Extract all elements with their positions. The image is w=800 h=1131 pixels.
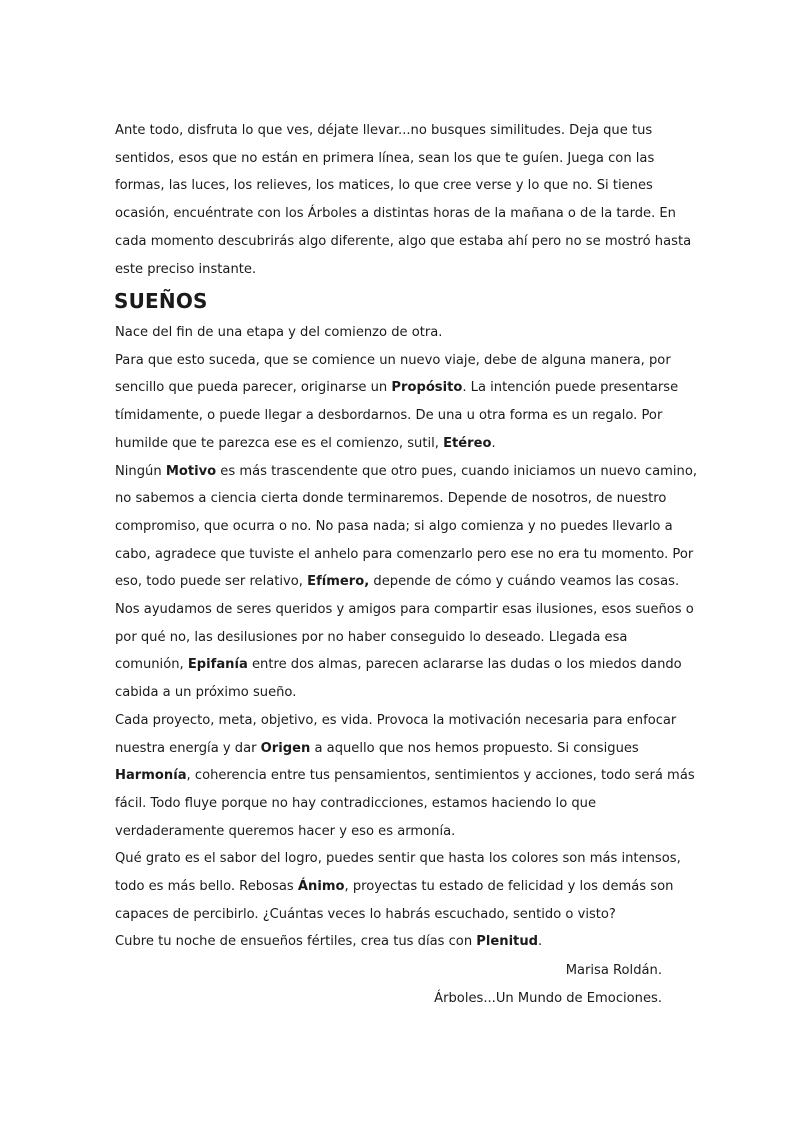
keyword-etereo: Etéreo [443,435,492,451]
section-body [115,319,700,956]
paragraph-7-text-a: Cubre tu noche de ensueños fértiles, crea tus días con [115,934,477,950]
keyword-animo: Ánimo [297,879,345,895]
signature-author: Marisa Roldán. [565,963,662,978]
paragraph-7 [115,928,700,956]
paragraph-7-text-c: . [538,934,543,950]
paragraph-5-text-d: , coherencia entre tus pensamientos, sentimientos y acciones, todo será más fácil. Todo fluye porque no hay contradicciones, estamos haciendo lo que verdaderamente queremos hacer y eso es armonía. [115,768,695,839]
keyword-epifania: Epifanía [187,657,248,673]
paragraph-4-text-c: entre dos almas, parecen aclararse las dudas o los miedos dando cabida a un próximo sueño. [115,657,682,701]
keyword-efimero: Efímero, [307,574,370,590]
paragraph-3 [115,458,700,597]
paragraph-2-text-d: . [491,435,496,451]
paragraph-5 [115,707,700,846]
paragraph-5-text-a: Cada proyecto, meta, objetivo, es vida. Provoca la motivación necesaria para enfocar nuestra energía y dar [115,712,677,756]
paragraph-3-text-c: es más trascendente que otro pues, cuando iniciamos un nuevo camino, no sabemos a ciencia cierta donde terminaremos. Depende de nosotros, de nuestro compromiso, que ocurra o no. No pasa nada; si algo comienza y no puedes llevarlo a cabo, agradece que tuviste el anhelo para comenzarlo pero ese no era tu momento. Por eso, todo puede ser relativo, [115,463,697,590]
paragraph-2-text-c: . La intención puede presentarse tímidamente, o puede llegar a desbordarnos. De una u otra forma es un regalo. Por humilde que te parezca ese es el comienzo, sutil, [115,380,679,451]
keyword-harmonia: Harmonía [115,768,187,784]
paragraph-3-text-a: Ningún [115,463,166,479]
signature-work-title: Árboles...Un Mundo de Emociones. [434,991,662,1006]
paragraph-2-text-a: Para que esto suceda, que se comience un nuevo viaje, debe de alguna manera, por sencillo que pueda parecer, originarse un [115,352,671,396]
paragraph-2 [115,347,700,458]
intro-paragraph: Ante todo, disfruta lo que ves, déjate llevar...no busques similitudes. Deja que tus sentidos, esos que no están en primera línea, sean los que te guíen. Juega con las formas, las luces, los relieves, los matices, lo que cree verse y lo que no. Si tienes ocasión, encuéntrate con los Árboles a distintas horas de la mañana o de la tarde. En cada momento descubrirás algo diferente, algo que estaba ahí pero no se mostró hasta este preciso instante. [115,123,692,277]
paragraph-4 [115,596,700,707]
paragraph-1: Nace del fin de una etapa y del comienzo de otra. [115,325,443,340]
paragraph-6 [115,845,700,928]
keyword-motivo: Motivo [165,463,217,479]
keyword-origen: Origen [260,740,311,756]
keyword-plenitud: Plenitud [476,934,539,950]
section-heading: SUEÑOS [114,289,208,313]
paragraph-6-text-c: , proyectas tu estado de felicidad y los demás son capaces de percibirlo. ¿Cuántas veces lo habrás escuchado, sentido o visto? [115,879,674,922]
paragraph-6-text-a: Qué grato es el sabor del logro, puedes sentir que hasta los colores son más intensos, todo es más bello. Rebosas [115,851,681,895]
paragraph-3-text-d: depende de cómo y cuándo veamos las cosas. [369,574,680,590]
keyword-proposito: Propósito [391,380,463,396]
paragraph-4-text-a: Nos ayudamos de seres queridos y amigos para compartir esas ilusiones, esos sueños o por qué no, las desilusiones por no haber conseguido lo deseado. Llegada esa comunión, [115,602,694,673]
paragraph-5-text-c: a aquello que nos hemos propuesto. Si consigues [310,740,639,756]
